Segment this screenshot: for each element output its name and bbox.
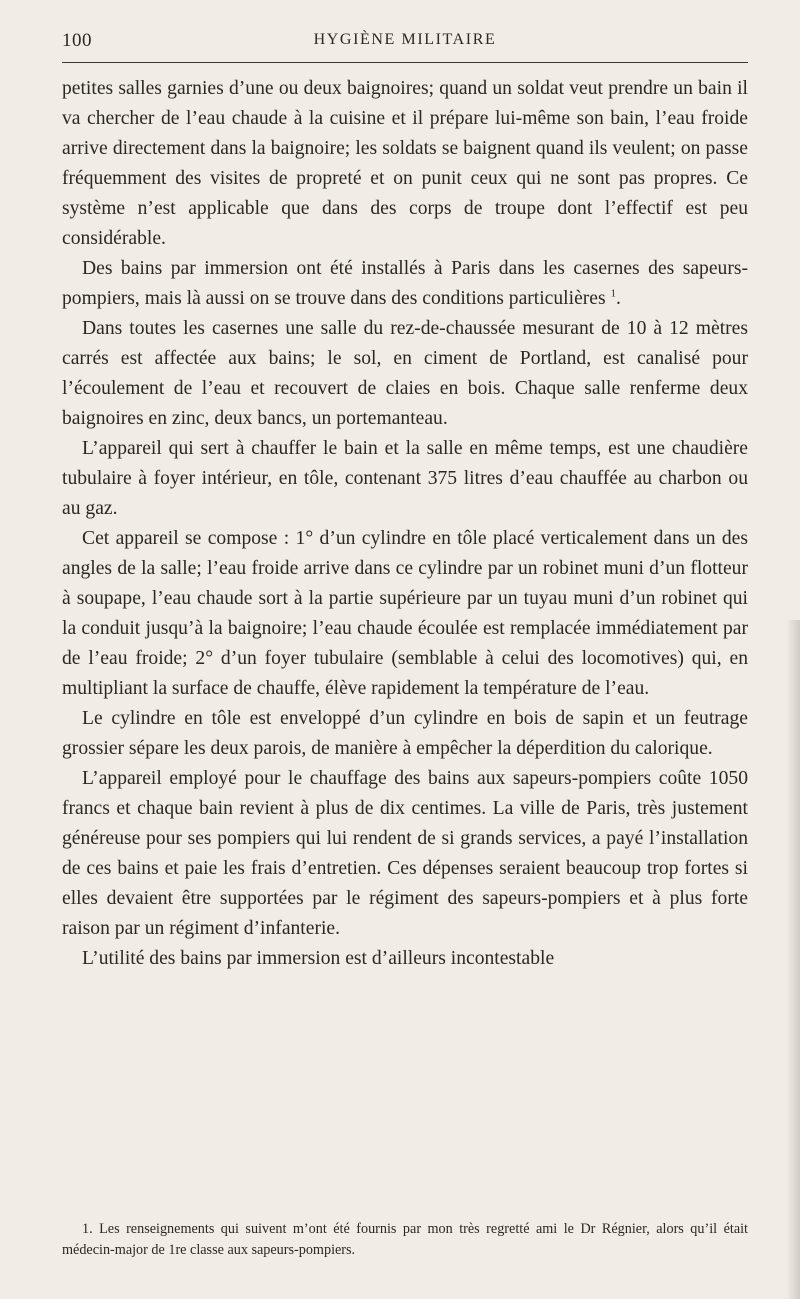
- footnote: [62, 1219, 748, 1261]
- page-edge-shadow: [786, 620, 800, 1299]
- body-text: [62, 74, 748, 974]
- footnote-reference[interactable]: 1: [610, 287, 617, 300]
- paragraph-2: [62, 254, 748, 314]
- page-number: 100: [62, 30, 92, 51]
- paragraph-3: Dans toutes les casernes une salle du rez-de-chaussée mesurant de 10 à 12 mètres carrés est affectée aux bains; le sol, en ciment de Portland, est canalisé pour l’écoulement de l’eau et recouvert de claies en bois. Chaque salle renferme deux baignoires en zinc, deux bancs, un portemanteau.: [62, 318, 748, 429]
- paragraph-2-end: .: [616, 288, 621, 309]
- paragraph-7: L’appareil employé pour le chauffage des bains aux sapeurs-pompiers coûte 1050 francs et chaque bain revient à plus de dix centimes. La ville de Paris, très justement généreuse pour ses pompiers qui lui rendent de si grands services, a payé l’installation de ces bains et paie les frais d’entretien. Ces dépenses seraient beaucoup trop fortes si elles devaient être supportées par le régiment des sapeurs-pompiers et à plus forte raison par un régiment d’infanterie.: [62, 768, 748, 939]
- paragraph-5: Cet appareil se compose : 1° d’un cylindre en tôle placé verticalement dans un des angles de la salle; l’eau froide arrive dans ce cylindre par un robinet muni d’un flotteur à soupape, l’eau chaude sort à la partie supérieure par un tuyau muni d’un robinet qui la conduit jusqu’à la baignoire; l’eau chaude écoulée est remplacée immédiatement par de l’eau froide; 2° d’un foyer tubulaire (semblable à celui des locomotives) qui, en multipliant la surface de chauffe, élève rapidement la température de l’eau.: [62, 528, 748, 699]
- paragraph-8: L’utilité des bains par immersion est d’ailleurs incontestable: [82, 948, 555, 969]
- running-title: HYGIÈNE MILITAIRE: [313, 31, 497, 48]
- running-head: [62, 26, 748, 63]
- paragraph-2-text: Des bains par immersion ont été installés à Paris dans les casernes des sapeurs-pompiers, mais là aussi on se trouve dans des conditions particulières: [62, 258, 748, 309]
- paragraph-4: L’appareil qui sert à chauffer le bain et la salle en même temps, est une chaudière tubulaire à foyer intérieur, en tôle, contenant 375 litres d’eau chauffée au charbon ou au gaz.: [62, 438, 748, 519]
- paragraph-6: Le cylindre en tôle est enveloppé d’un cylindre en bois de sapin et un feutrage grossier sépare les deux parois, de manière à empêcher la déperdition du calorique.: [62, 708, 748, 759]
- paragraph-1: petites salles garnies d’une ou deux baignoires; quand un soldat veut prendre un bain il va chercher de l’eau chaude à la cuisine et il prépare lui-même son bain, l’eau froide arrive directement dans la baignoire; les soldats se baignent quand ils veulent; on passe fréquemment des visites de propreté et on punit ceux qui ne sont pas propres. Ce système n’est applicable que dans des corps de troupe dont l’effectif est peu considérable.: [62, 78, 748, 249]
- footnote-text: Les renseignements qui suivent m’ont été fournis par mon très regretté ami le Dr Régnier, alors qu’il était médecin-major de 1re classe aux sapeurs-pompiers.: [62, 1221, 748, 1258]
- footnote-marker: 1.: [82, 1221, 93, 1237]
